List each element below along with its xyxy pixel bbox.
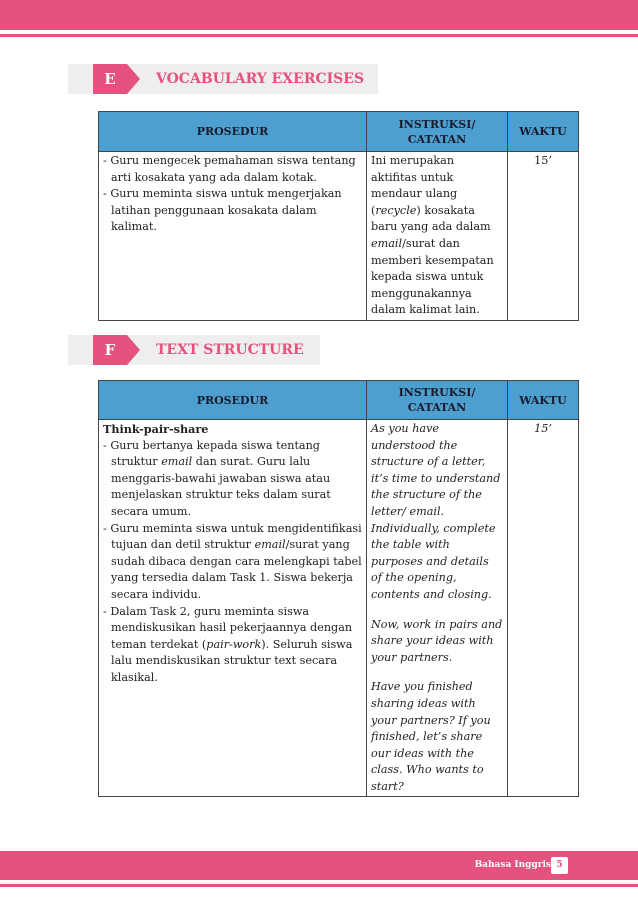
list-item: - Guru mengecek pemahaman siswa tentang arti kosakata yang ada dalam kotak. — [103, 154, 356, 184]
list-item: - Guru meminta siswa untuk mengerjakan latihan penggunaan kosakata dalam kalimat. — [103, 187, 342, 234]
paragraph-gap — [371, 666, 503, 679]
instruction-paragraph: Have you finished sharing ideas with your partners? If you finished, let’s share our ideas with the class. Who wants to start? — [371, 680, 491, 793]
instruction-text: Ini merupakan aktifitas untuk mendaur ulang ( — [371, 154, 458, 217]
item-emphasis: email — [254, 538, 286, 552]
header-time: WAKTU — [508, 112, 579, 152]
header-procedure: PROSEDUR — [99, 112, 367, 152]
table-row — [99, 420, 579, 797]
procedure-cell — [99, 420, 367, 797]
item-emphasis: pair-work — [206, 637, 262, 651]
method-name: Think-pair-share — [103, 422, 209, 436]
instruction-emphasis: recycle — [375, 203, 417, 217]
item-text: - Guru meminta siswa untuk mengidentifikasi tujuan dan detil struktur — [103, 521, 362, 552]
item-text: /surat yang sudah dibaca dengan cara melengkapi tabel yang tersedia dalam Task 1. Siswa bekerja secara individu. — [111, 538, 362, 601]
item-emphasis: email — [161, 455, 193, 469]
section-title: TEXT STRUCTURE — [156, 342, 304, 358]
instruction-cell — [367, 420, 508, 797]
list-item — [103, 521, 362, 604]
text-structure-table — [98, 380, 579, 797]
footer-banner — [0, 851, 638, 880]
chevron-right-icon — [127, 64, 140, 94]
header-time: WAKTU — [508, 381, 579, 420]
instruction-cell — [367, 152, 508, 321]
instruction-paragraph: Now, work in pairs and share your ideas with your partners. — [371, 617, 503, 664]
instruction-text: ) kosakata baru yang ada dalam — [371, 203, 491, 234]
table-row — [99, 152, 579, 321]
time-cell: 15’ — [508, 152, 579, 321]
top-banner — [0, 0, 638, 30]
footer-rule — [0, 884, 638, 887]
top-rule — [0, 34, 638, 37]
item-text: - Guru bertanya kepada siswa tentang struktur — [103, 438, 320, 469]
instruction-emphasis: email — [371, 236, 403, 250]
paragraph-gap — [371, 604, 503, 617]
section-letter: F — [93, 335, 127, 365]
footer-subject: Bahasa Inggris — [474, 860, 551, 870]
list-item — [103, 604, 362, 687]
vocabulary-table — [98, 111, 579, 321]
chevron-right-icon — [127, 335, 140, 365]
section-e-heading — [68, 64, 378, 94]
table-header-row — [99, 381, 579, 420]
table-header-row — [99, 112, 579, 152]
item-text: dan surat. Guru lalu menggaris-bawahi jawaban siswa atau menjelaskan struktur teks dalam surat secara umum. — [111, 455, 331, 518]
procedure-cell — [99, 152, 367, 321]
header-instruction: INSTRUKSI/ CATATAN — [367, 112, 508, 152]
instruction-paragraph: As you have understood the structure of a letter, it’s time to understand the structure of the letter/ email. Individually, complete the table with purposes and details of the opening, contents and closing. — [371, 422, 501, 601]
time-cell: 15’ — [508, 420, 579, 797]
item-text: - Dalam Task 2, guru meminta siswa mendiskusikan hasil pekerjaannya dengan teman terdekat ( — [103, 604, 353, 651]
section-f-heading — [68, 335, 320, 365]
page-number: 5 — [551, 857, 568, 874]
header-procedure: PROSEDUR — [99, 381, 367, 420]
header-instruction: INSTRUKSI/ CATATAN — [367, 381, 508, 420]
list-item — [103, 438, 362, 521]
section-title: VOCABULARY EXERCISES — [156, 71, 365, 87]
instruction-text: /surat dan memberi kesempatan kepada siswa untuk menggunakannya dalam kalimat lain. — [371, 236, 494, 317]
item-text: ). Seluruh siswa lalu mendiskusikan struktur text secara klasikal. — [111, 637, 353, 684]
section-letter: E — [93, 64, 127, 94]
